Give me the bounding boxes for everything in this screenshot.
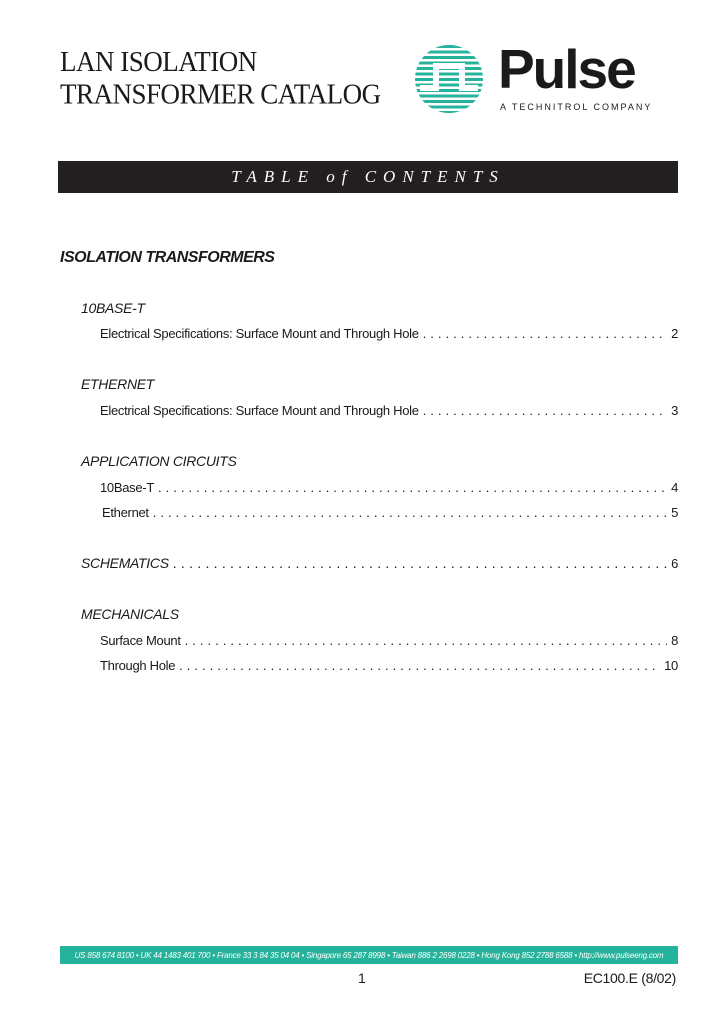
toc-entry-schematics[interactable] bbox=[81, 555, 678, 571]
toc-banner bbox=[58, 161, 678, 193]
heading-ethernet: ETHERNET bbox=[81, 376, 155, 392]
dot-leader bbox=[423, 403, 667, 418]
entry-page: 6 bbox=[671, 556, 678, 571]
dot-leader bbox=[153, 505, 667, 520]
entry-label: Electrical Specifications: Surface Mount and Through Hole bbox=[100, 326, 419, 341]
document-code: EC100.E (8/02) bbox=[583, 970, 676, 986]
entry-page: 5 bbox=[671, 505, 678, 520]
toc-entry-through-hole[interactable] bbox=[100, 658, 678, 673]
logo-tagline: A TECHNITROL COMPANY bbox=[500, 102, 653, 112]
pulse-logo bbox=[414, 38, 684, 119]
logo-wordmark: Pulse bbox=[498, 38, 635, 100]
dot-leader bbox=[423, 326, 667, 341]
toc-entry-app-ethernet[interactable] bbox=[102, 505, 678, 520]
footer-contacts: US 858 674 8100 • UK 44 1483 401 700 • France 33 3 84 35 04 04 • Singapore 65 287 8998 • Taiwan 886 2 2698 0228 • Hong Kong 852 2788 6588 • http://www.pulseeng.com bbox=[74, 950, 664, 960]
catalog-title bbox=[60, 46, 420, 111]
entry-page: 8 bbox=[671, 633, 678, 648]
entry-page: 4 bbox=[671, 480, 678, 495]
entry-page: 3 bbox=[671, 403, 678, 418]
heading-application-circuits: APPLICATION CIRCUITS bbox=[81, 453, 237, 469]
title-line-1: LAN ISOLATION bbox=[60, 46, 257, 78]
toc-entry-app-10base-t[interactable] bbox=[100, 480, 678, 495]
dot-leader bbox=[179, 658, 660, 673]
dot-leader bbox=[158, 480, 667, 495]
page-number: 1 bbox=[358, 970, 366, 986]
dot-leader bbox=[173, 555, 667, 571]
entry-label: Through Hole bbox=[100, 658, 176, 673]
heading-mechanicals: MECHANICALS bbox=[81, 606, 179, 622]
entry-label: Surface Mount bbox=[100, 633, 181, 648]
title-line-2: TRANSFORMER CATALOG bbox=[60, 78, 381, 111]
entry-page: 2 bbox=[671, 326, 678, 341]
section-title: ISOLATION TRANSFORMERS bbox=[60, 249, 275, 266]
dot-leader bbox=[185, 633, 667, 648]
entry-label: Ethernet bbox=[102, 505, 149, 520]
pulse-logo-icon bbox=[414, 44, 484, 114]
entry-label: Electrical Specifications: Surface Mount and Through Hole bbox=[100, 403, 419, 418]
heading-10base-t: 10BASE-T bbox=[81, 300, 145, 316]
toc-banner-label: TABLE of CONTENTS bbox=[231, 167, 505, 186]
toc-entry-ethernet-specs[interactable] bbox=[100, 403, 678, 418]
toc-entry-surface-mount[interactable] bbox=[100, 633, 678, 648]
entry-label: 10Base-T bbox=[100, 480, 154, 495]
toc-entry-10base-t-specs[interactable] bbox=[100, 326, 678, 341]
entry-page: 10 bbox=[664, 658, 678, 673]
footer-contact-bar bbox=[60, 946, 678, 964]
entry-label: SCHEMATICS bbox=[81, 555, 169, 571]
